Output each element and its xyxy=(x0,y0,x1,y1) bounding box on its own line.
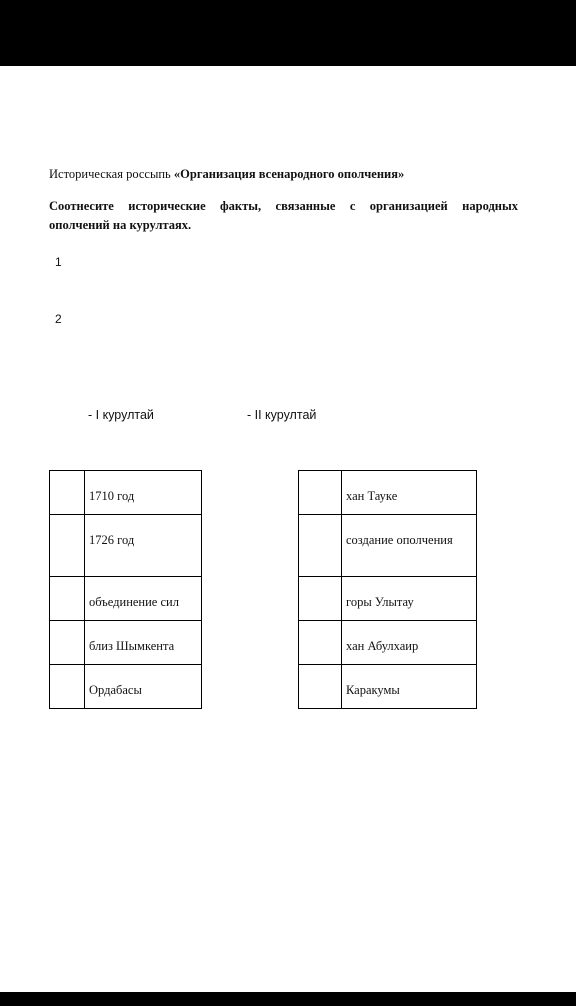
answer-box[interactable] xyxy=(50,665,85,709)
fact-cell: 1726 год xyxy=(85,515,202,577)
answer-box[interactable] xyxy=(299,665,342,709)
fact-cell: Каракумы xyxy=(342,665,477,709)
table-row xyxy=(50,621,202,665)
answer-box[interactable] xyxy=(50,621,85,665)
bottom-black-bar xyxy=(0,992,576,1006)
top-black-bar xyxy=(0,0,576,66)
table-row xyxy=(299,577,477,621)
answer-box[interactable] xyxy=(50,471,85,515)
fact-cell: хан Абулхаир xyxy=(342,621,477,665)
table-row xyxy=(299,665,477,709)
answer-box[interactable] xyxy=(299,471,342,515)
table-row xyxy=(299,515,477,577)
answer-box[interactable] xyxy=(50,577,85,621)
table-row xyxy=(50,471,202,515)
table-row xyxy=(50,577,202,621)
left-facts-table xyxy=(49,470,202,709)
table-row xyxy=(50,665,202,709)
fact-cell: хан Тауке xyxy=(342,471,477,515)
title-bold: «Организация всенародного ополчения» xyxy=(173,167,405,181)
fact-cell: объединение сил xyxy=(85,577,202,621)
table-row xyxy=(299,621,477,665)
answer-box[interactable] xyxy=(299,621,342,665)
title-prefix: Историческая россыпь xyxy=(49,167,174,181)
fact-cell: Ордабасы xyxy=(85,665,202,709)
document-title xyxy=(49,167,404,182)
fact-cell: создание ополчения xyxy=(342,515,477,577)
answer-box[interactable] xyxy=(299,577,342,621)
table-row xyxy=(299,471,477,515)
kurultai-second-label: - II курултай xyxy=(247,408,317,422)
answer-number-2: 2 xyxy=(55,312,62,326)
table-row xyxy=(50,515,202,577)
task-instruction xyxy=(49,197,518,235)
fact-cell: горы Улытау xyxy=(342,577,477,621)
answer-number-1: 1 xyxy=(55,255,62,269)
fact-cell: 1710 год xyxy=(85,471,202,515)
task-line-1: Соотнесите исторические факты, связанные с организацией народных xyxy=(49,199,518,213)
answer-box[interactable] xyxy=(50,515,85,577)
fact-cell: близ Шымкента xyxy=(85,621,202,665)
right-facts-table xyxy=(298,470,477,709)
kurultai-first-label: - I курултай xyxy=(88,408,154,422)
answer-box[interactable] xyxy=(299,515,342,577)
task-line-2: ополчений на курултаях. xyxy=(49,218,192,232)
